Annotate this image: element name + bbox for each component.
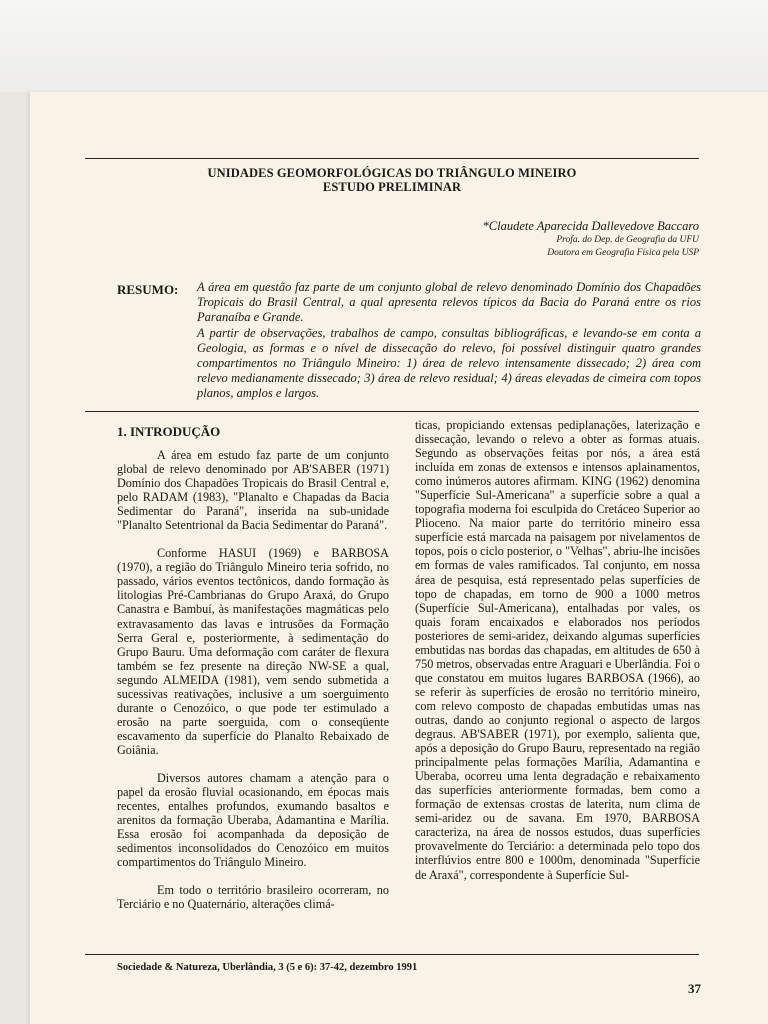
article-title-line2: ESTUDO PRELIMINAR	[322, 180, 462, 194]
journal-citation: Sociedade & Natureza, Uberlândia, 3 (5 e 6): 37-42, dezembro 1991	[117, 962, 418, 973]
left-column	[117, 448, 389, 925]
section-rule	[85, 411, 699, 412]
left-paragraph-4: Em todo o território brasileiro ocorreram, no Terciário e no Quaternário, alterações climá-	[117, 883, 389, 912]
footer-rule	[85, 954, 699, 955]
author-affiliation-1: Profa. do Dep. de Geografia da UFU	[556, 235, 699, 245]
section-heading: 1. INTRODUÇÃO	[117, 424, 221, 439]
right-column	[415, 418, 700, 896]
author-affiliation-2: Doutora em Geografia Física pela USP	[547, 248, 699, 258]
left-paragraph-1: A área em estudo faz parte de um conjunto global de relevo denominado por AB'SABER (1971) Domínio dos Chapadões Tropicais do Brasil Central e, pelo RADAM (1983), "Planalto e Chapadas da Bacia Sedimentar do Paraná", inserida na sub-unidade "Planalto Setentrional da Bacia Sedimentar do Paraná".	[117, 448, 389, 533]
page-number: 37	[688, 981, 701, 996]
article-title-line1: UNIDADES GEOMORFOLÓGICAS DO TRIÂNGULO MINEIRO	[207, 166, 577, 180]
scan-background-top	[0, 0, 768, 92]
abstract-label: RESUMO:	[117, 282, 179, 297]
author-name: *Claudete Aparecida Dallevedove Baccaro	[482, 219, 699, 233]
left-paragraph-3: Diversos autores chamam a atenção para o papel da erosão fluvial ocasionando, em épocas mais recentes, entalhes profundos, exumando basaltos e arenitos da formação Uberaba, Adamantina e Marília. Essa erosão foi acompanhada da deposição de sedimentos inconsolidados do Cenozóico em muitos compartimentos do Triângulo Mineiro.	[117, 770, 389, 870]
top-rule	[85, 158, 699, 159]
abstract-paragraph-2: A partir de observações, trabalhos de campo, consultas bibliográficas, e levando-se em conta a Geologia, as formas e o nível de dissecação do relevo, foi possível distinguir quatro grandes compartimentos no Triângulo Mineiro: 1) área de relevo intensamente dissecado; 2) área com relevo medianamente dissecado; 3) área de relevo residual; 4) áreas elevadas de cimeira com topos planos, amplos e largos.	[197, 325, 701, 401]
left-paragraph-2: Conforme HASUI (1969) e BARBOSA (1970), a região do Triângulo Mineiro teria sofrido, no passado, vários eventos tectônicos, dando formação às litologias Pré-Cambrianas do Grupo Araxá, do Grupo Canastra e Bambuí, às manifestações magmáticas pelo extravasamento das lavas e intrusões da Formação Serra Geral e, posteriormente, à sedimentação do Grupo Bauru. Uma deformação com caráter de flexura também se fez presente na direção NW-SE a qual, segundo ALMEIDA (1981), vem sendo submetida a sucessivas reativações, inclusive a um soerguimento durante o Cenozóico, o que pode ter estimulado a erosão na parte soerguida, com o conseqüente escavamento da superfície do Planalto Rebaixado de Goiânia.	[117, 546, 389, 757]
right-paragraph-1: ticas, propiciando extensas pediplanações, laterização e dissecação, levando o relevo a obter as formas atuais. Segundo as observações feitas por nós, a área está incluída em zonas de extensos e intensos aplainamentos, como inúmeros autores afirmam. KING (1962) denomina "Superfície Sul-Americana" a superfície sobre a qual a topografia moderna foi esculpida do Cretáceo Superior ao Plioceno. Na maior parte do território mineiro essa superfície está marcada na paisagem por nivelamentos de topos, pois o ciclo posterior, o "Velhas", abriu-lhe incisões em formas de vales ramificados. Tal conjunto, em nossa área de pesquisa, está representado pelas superfícies de topo de chapadas, em torno de 900 a 1000 metros (Superfície Sul-Americana), entalhadas por vales, os quais foram encaixados e elaborados nos períodos posteriores de semi-aridez, deixando algumas superfícies embutidas nas bordas das chapadas, em altitudes de 650 à 750 metros, observadas entre Araguari e Uberlândia. Foi o que constatou em muitos lugares BARBOSA (1966), ao se referir às superfícies de erosão no território mineiro, com relevo composto de chapadas embutidas umas nas outras, dando ao conjunto regional o aspecto de largos degraus. AB'SABER (1971), por exemplo, salienta que, após a deposição do Grupo Bauru, representado na região principalmente pelas formações Marília, Adamantina e Uberaba, ocorreu uma lenta degradação e rebaixamento das superfícies anteriormente formadas, bem como a formação de extensas crostas de laterita, num clima de semi-aridez ou de savana. Em 1970, BARBOSA caracteriza, na área de nossos estudos, duas superfícies provavelmente do Terciário: a determinada pelo topo dos interflúvios entre 800 e 1000m, denominada "Superfície de Araxá", correspondente à Superfície Sul-	[415, 418, 700, 882]
abstract-text	[197, 280, 701, 402]
abstract-paragraph-1: A área em questão faz parte de um conjunto global de relevo denominado Domínio dos Chapadões Tropicais do Brasil Central, a qual apresenta relevos típicos da Bacia do Paraná entre os rios Paranaíba e Grande.	[197, 280, 701, 325]
